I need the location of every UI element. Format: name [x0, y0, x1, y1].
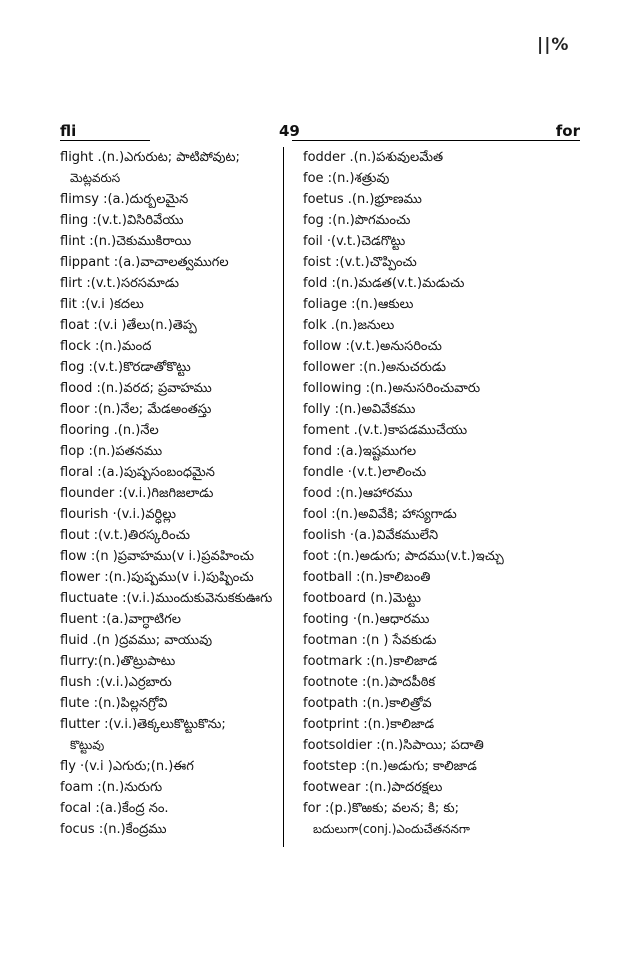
dictionary-entry: foe :(n.)శత్రువు — [303, 171, 390, 186]
left-column — [60, 147, 285, 840]
dictionary-entry: foolish ·(a.)వివేకములేని — [303, 528, 439, 543]
dictionary-entry: floor :(n.)నేల; మేడఅంతస్తు — [60, 402, 212, 417]
dictionary-entry-continuation: కొట్టువు — [70, 738, 105, 752]
corner-page-mark: ||% — [537, 35, 570, 55]
dictionary-entry: fog :(n.)పొగమంచు — [303, 213, 411, 228]
dictionary-entry: footman :(n ) సేవకుడు — [303, 633, 437, 648]
dictionary-entry: flutter :(v.i.)తెక్కలుకొట్టుకొను; — [60, 717, 226, 732]
dictionary-entry: flourish ·(v.i.)వర్ధిల్లు — [60, 507, 176, 522]
dictionary-entry: flute :(n.)పిల్లనగ్రోవి — [60, 696, 168, 711]
dictionary-entry: fling :(v.t.)విసిరివేయు — [60, 213, 184, 228]
dictionary-entry-continuation: బదులుగా(conj.)ఎందుచేతననగా — [313, 822, 470, 836]
page-number: 49 — [279, 122, 300, 140]
dictionary-entry: fondle ·(v.t.)లాలించు — [303, 465, 427, 480]
guide-word-right: for — [555, 122, 580, 140]
dictionary-entry: flurry:(n.)తొట్రుపాటు — [60, 654, 176, 669]
dictionary-entry: fluctuate :(v.i.)ముందుకువెనుకకుఊగు — [60, 591, 273, 606]
dictionary-entry: folk .(n.)జనులు — [303, 318, 395, 333]
dictionary-entry: footpath :(n.)కాలిత్రోవ — [303, 696, 432, 711]
dictionary-entry: foment .(v.t.)కాపడముచేయు — [303, 423, 468, 438]
dictionary-entry: follow :(v.t.)అనుసరించు — [303, 339, 442, 354]
dictionary-entry: foil ·(v.t.)చెడగొట్టు — [303, 234, 406, 249]
dictionary-entry: flog :(v.t.)కొరడాతోకొట్టు — [60, 360, 191, 375]
dictionary-entry: footing ·(n.)ఆధారము — [303, 612, 430, 627]
guide-word-left: fli — [60, 122, 77, 140]
dictionary-entry: following :(n.)అనుసరించువారు — [303, 381, 481, 396]
dictionary-entry: floral :(a.)పుష్పసంబంధమైన — [60, 465, 215, 480]
dictionary-entry: football :(n.)కాలిబంతి — [303, 570, 431, 585]
dictionary-entry: foot :(n.)అడుగు; పాదము(v.t.)ఇచ్చు — [303, 549, 504, 564]
dictionary-entry: focus :(n.)కేంద్రము — [60, 822, 167, 837]
dictionary-entry: focal :(a.)కేంద్ర నం. — [60, 801, 169, 816]
dictionary-entry: fly ·(v.i )ఎగురు;(n.)ఈగ — [60, 759, 194, 774]
dictionary-entry: flow :(n )ప్రవాహము(v i.)ప్రవహించు — [60, 549, 254, 564]
dictionary-entry: fond :(a.)ఇష్టముగల — [303, 444, 417, 459]
dictionary-entry: flooring .(n.)నేల — [60, 423, 159, 438]
dictionary-entry: footmark :(n.)కాలిజాడ — [303, 654, 438, 669]
dictionary-entry: flit :(v.i )కదలు — [60, 297, 144, 312]
dictionary-entry: foliage :(n.)ఆకులు — [303, 297, 414, 312]
dictionary-entry: flounder :(v.i.)గిజగిజలాడు — [60, 486, 214, 501]
dictionary-entry: footnote :(n.)పాదపీఠిక — [303, 675, 436, 690]
dictionary-entry: foam :(n.)నురుగు — [60, 780, 163, 795]
dictionary-entry: flippant :(a.)వాచాలత్వముగల — [60, 255, 229, 270]
dictionary-entry: flood :(n.)వరద; ప్రవాహము — [60, 381, 212, 396]
dictionary-entry: fold :(n.)మడత(v.t.)మడుచు — [303, 276, 465, 291]
dictionary-entry: flock :(n.)మంద — [60, 339, 152, 354]
dictionary-entry: foist :(v.t.)చొప్పించు — [303, 255, 417, 270]
dictionary-entry: flop :(n.)పతనము — [60, 444, 163, 459]
dictionary-entry: flower :(n.)పుష్పము(v i.)పుష్పించు — [60, 570, 254, 585]
dictionary-entry: flimsy :(a.)దుర్బలమైన — [60, 192, 189, 207]
dictionary-entry: footwear :(n.)పాదరక్షలు — [303, 780, 443, 795]
dictionary-entry: footsoldier :(n.)సిపాయి; పదాతి — [303, 738, 484, 753]
dictionary-entry: footboard (n.)మెట్టు — [303, 591, 422, 606]
dictionary-entry: float :(v.i )తేలు(n.)తెప్ప — [60, 318, 197, 333]
dictionary-entry: folly :(n.)అవివేకము — [303, 402, 416, 417]
dictionary-entry: fodder .(n.)పశువులమేత — [303, 150, 444, 165]
header-rule-left — [60, 140, 150, 141]
dictionary-entry: flight .(n.)ఎగురుట; పాటిపోవుట; — [60, 150, 240, 165]
dictionary-entry: flout :(v.t.)తిరస్కరించు — [60, 528, 190, 543]
header-rule-right — [292, 140, 580, 141]
dictionary-entry: fool :(n.)అవివేకి; హాస్యగాడు — [303, 507, 457, 522]
dictionary-entry: footstep :(n.)అడుగు; కాలిజాడ — [303, 759, 477, 774]
page-header — [60, 122, 580, 144]
dictionary-entry: foetus .(n.)భ్రూణము — [303, 192, 422, 207]
right-column — [303, 147, 533, 840]
dictionary-entry: footprint :(n.)కాలిజాడ — [303, 717, 435, 732]
dictionary-entry: follower :(n.)అనుచరుడు — [303, 360, 446, 375]
dictionary-entry: food :(n.)ఆహారము — [303, 486, 413, 501]
dictionary-entry: flint :(n.)చెకుముకిరాయి — [60, 234, 192, 249]
dictionary-entry: fluid .(n )ద్రవము; వాయువు — [60, 633, 213, 648]
dictionary-entry: for :(p.)కొఱకు; వలన; కి; కు; — [303, 801, 460, 816]
dictionary-entry-continuation: మెట్లవరుస — [70, 171, 121, 185]
dictionary-entry: fluent :(a.)వాగ్ధాటిగల — [60, 612, 181, 627]
dictionary-entry: flirt :(v.t.)సరసమాడు — [60, 276, 179, 291]
dictionary-entry: flush :(v.i.)ఎర్రబారు — [60, 675, 172, 690]
